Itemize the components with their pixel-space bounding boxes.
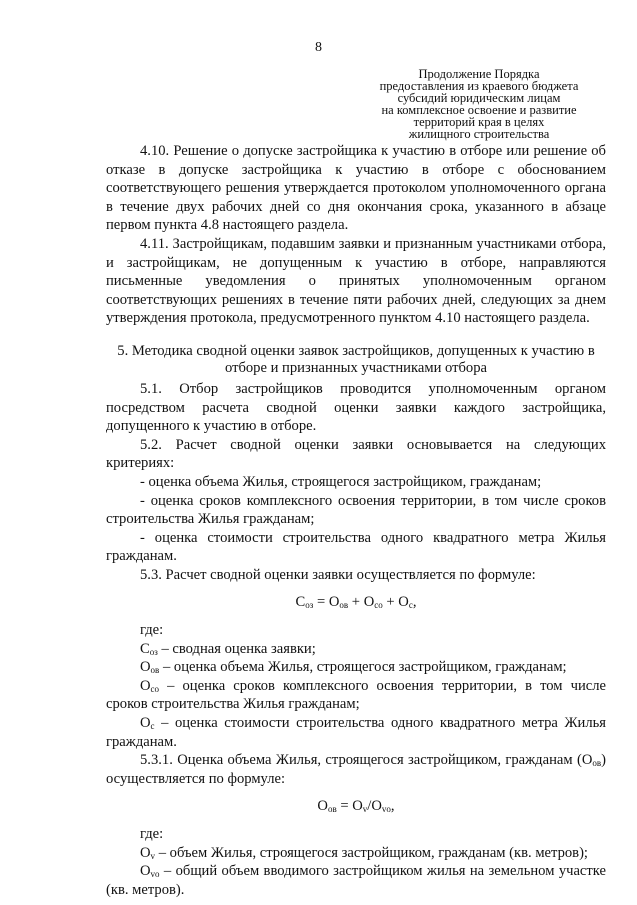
- criterion-item: - оценка сроков комплексного освоения территории, в том числе сроков строительства Жилья гражданам;: [106, 492, 606, 528]
- header-note-line: Продолжение Порядка: [418, 67, 540, 81]
- paragraph-4-11: 4.11. Застройщикам, подавшим заявки и признанным участниками отбора, и застройщикам, не допущенным к участию в отборе, направляются письменные уведомления о принятых уполномоченным органом соответствующих решениях в течение пяти рабочих дней, следующих за днем утверждения протокола, предусмотренного пунктом 4.10 настоящего раздела.: [106, 235, 606, 327]
- paragraph-4-10: 4.10. Решение о допуске застройщика к участию в отборе или решение об отказе в допуске застройщика к участию в отборе с обоснованием соответствующего решения утверждается протоколом уполномоченного органа в течение двух рабочих дней со дня окончания срока, указанного в абзаце первом пункта 4.8 настоящего раздела.: [106, 143, 606, 234]
- paragraph-5-3-1: 5.3.1. Оценка объема Жилья, строящегося застройщиком, гражданам $(О_{ов})$ осуществляется по формуле:: [106, 752, 606, 787]
- paragraph-5-2: 5.2. Расчет сводной оценки заявки основывается на следующих критериях:: [106, 436, 606, 472]
- paragraph-5-1: 5.1. Отбор застройщиков проводится уполномоченным органом посредством расчета сводной оценки заявки каждого застройщика, допущенного к участию в отборе.: [106, 380, 606, 435]
- definition-ovo: $О_{vo}$ – общий объем вводимого застройщиком жилья на земельном участке (кв. метров).: [106, 863, 606, 898]
- definition-oco: $О_{со}$ – оценка сроков комплексного освоения территории, в том числе сроков строительства Жилья гражданам;: [106, 677, 606, 713]
- where-label: где:: [140, 826, 164, 842]
- header-note-line: жилищного строительства: [408, 127, 550, 141]
- definition-oc: $О_с$ – оценка стоимости строительства одного квадратного метра Жилья гражданам.: [106, 715, 606, 750]
- definition-oov: $О_{ов}$ – оценка объема Жилья, строящегося застройщиком, гражданам;: [140, 659, 567, 676]
- definition-ov: $О_v$ – объем Жилья, строящегося застройщиком, гражданам (кв. метров);: [140, 844, 588, 861]
- header-note-line: на комплексное освоение и развитие: [381, 103, 577, 117]
- header-note-line: субсидий юридическим лицам: [397, 91, 561, 105]
- criterion-item: - оценка объема Жилья, строящегося застройщиком, гражданам;: [140, 473, 542, 490]
- header-note: [370, 68, 588, 140]
- definition-coz: $С_{оз}$ – сводная оценка заявки;: [140, 640, 316, 657]
- formula-summary-score: $С_{оз} = О_{ов} + О_{со} + О_с$,: [295, 594, 417, 611]
- header-note-line: территорий края в целях: [413, 115, 545, 129]
- where-label: где:: [140, 622, 164, 639]
- formula-volume-score: $О_{ов} = О_v/О_{vo}$,: [317, 798, 395, 815]
- criterion-item: - оценка стоимости строительства одного квадратного метра Жилья гражданам.: [106, 529, 606, 565]
- paragraph-5-3: 5.3. Расчет сводной оценки заявки осуществляется по формуле:: [140, 566, 536, 583]
- document-body: [106, 142, 606, 899]
- section-5-title: 5. Методика сводной оценки заявок застройщиков, допущенных к участию в отборе и признанных участниками отбора: [117, 342, 595, 376]
- header-note-line: предоставления из краевого бюджета: [379, 79, 579, 93]
- page-number: 8: [315, 40, 322, 55]
